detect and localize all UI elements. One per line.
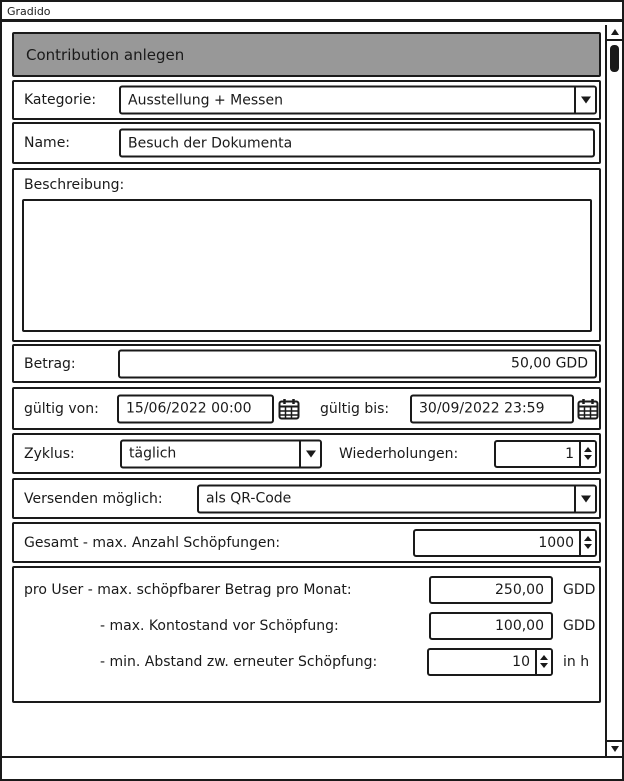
gesamt-stepper[interactable] xyxy=(413,529,597,557)
pro-user-betrag-unit: GDD xyxy=(563,581,596,598)
pro-user-betrag-input[interactable] xyxy=(429,576,553,604)
pro-user-abstand-unit: in h xyxy=(563,653,590,670)
pro-user-row-kontostand xyxy=(14,612,599,639)
pro-user-kontostand-input[interactable] xyxy=(429,612,553,640)
pro-user-row-betrag xyxy=(14,576,599,603)
beschreibung-label: Beschreibung: xyxy=(24,177,125,193)
dialog-header xyxy=(12,32,601,77)
name-row xyxy=(12,122,601,164)
chevron-down-icon[interactable] xyxy=(574,486,595,511)
versenden-label: Versenden möglich: xyxy=(24,490,163,507)
status-bar xyxy=(2,756,622,779)
name-label: Name: xyxy=(24,135,71,151)
versenden-value: als QR-Code xyxy=(206,490,292,507)
zyklus-row xyxy=(12,433,601,474)
pro-user-kontostand-label: - max. Kontostand vor Schöpfung: xyxy=(100,617,339,634)
betrag-row xyxy=(12,344,601,383)
vertical-scrollbar[interactable] xyxy=(605,25,622,756)
versenden-select[interactable] xyxy=(197,484,597,513)
kategorie-value: Ausstellung + Messen xyxy=(128,92,283,108)
wiederholungen-stepper[interactable] xyxy=(494,440,597,468)
beschreibung-textarea[interactable] xyxy=(22,199,592,332)
pro-user-abstand-label: - min. Abstand zw. erneuter Schöpfung: xyxy=(100,653,378,670)
chevron-down-icon[interactable] xyxy=(299,441,320,466)
gueltig-bis-label: gültig bis: xyxy=(320,400,390,417)
gesamt-input[interactable] xyxy=(415,531,579,555)
dialog-title: Contribution anlegen xyxy=(26,45,185,64)
zyklus-select[interactable] xyxy=(120,439,322,468)
calendar-icon[interactable] xyxy=(577,398,599,420)
window-titlebar[interactable] xyxy=(2,2,622,22)
stepper-arrows-icon[interactable] xyxy=(579,442,595,466)
scroll-down-icon[interactable] xyxy=(607,740,622,756)
beschreibung-group xyxy=(12,168,601,342)
pro-user-kontostand-unit: GDD xyxy=(563,617,596,634)
gueltig-von-input[interactable] xyxy=(117,394,274,423)
gueltig-row xyxy=(12,387,601,430)
gesamt-row xyxy=(12,522,601,563)
gueltig-bis-input[interactable] xyxy=(410,394,574,423)
wiederholungen-input[interactable] xyxy=(496,442,579,466)
pro-user-abstand-stepper[interactable] xyxy=(427,648,553,676)
chevron-down-icon[interactable] xyxy=(574,88,595,113)
kategorie-label: Kategorie: xyxy=(24,92,97,108)
zyklus-value: täglich xyxy=(129,445,177,462)
versenden-row xyxy=(12,478,601,519)
calendar-icon[interactable] xyxy=(278,398,300,420)
window-title: Gradido xyxy=(7,5,51,18)
form-area xyxy=(2,25,622,756)
name-input[interactable] xyxy=(119,129,595,158)
betrag-input[interactable] xyxy=(118,349,597,378)
stepper-arrows-icon[interactable] xyxy=(535,650,551,674)
gesamt-label: Gesamt - max. Anzahl Schöpfungen: xyxy=(24,534,281,551)
kategorie-select[interactable] xyxy=(119,86,597,115)
scrollbar-thumb[interactable] xyxy=(610,45,619,72)
wiederholungen-label: Wiederholungen: xyxy=(339,445,459,462)
pro-user-row-abstand xyxy=(14,648,599,675)
gueltig-von-label: gültig von: xyxy=(24,400,99,417)
kategorie-row xyxy=(12,80,601,120)
pro-user-abstand-input[interactable] xyxy=(429,650,535,674)
pro-user-betrag-label: pro User - max. schöpfbarer Betrag pro Monat: xyxy=(24,581,352,598)
pro-user-group xyxy=(12,566,601,703)
zyklus-label: Zyklus: xyxy=(24,445,75,462)
stepper-arrows-icon[interactable] xyxy=(579,531,595,555)
scroll-up-icon[interactable] xyxy=(607,25,622,41)
betrag-label: Betrag: xyxy=(24,355,76,372)
